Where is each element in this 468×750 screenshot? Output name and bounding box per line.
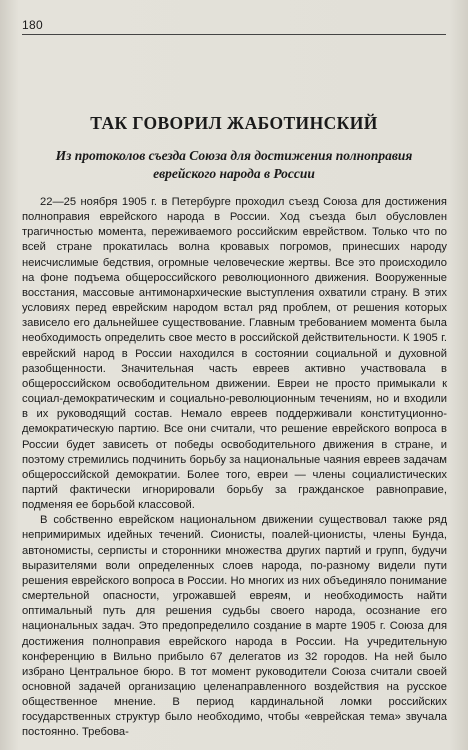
body-paragraph: В собственно еврейском национальном движении существовал также ряд непримиримых идейных течений. Сионисты, поалей-ционисты, члены Бунда, автономисты, серписты и сторонники множества других партий и групп, будучи выразителями воли определенных слоев народа, по-разному видели пути решения еврейского вопроса в России. Но многих из них объединяло понимание смертельной опасности, угрожавшей евреям, и необходимость найти оптимальный путь для решения судьбы своего народа, осознание его национальных задач. Это предопределило создание в марте 1905 г. Союза для достижения полноправия еврейского народа в России. На учредительную конференцию в Вильно прибыло 67 делегатов из 32 городов. На ней было избрано Центральное бюро. В тот момент руководители Союза считали своей основной задачей организацию целенаправленного воздействия на русское общественное мнение. В период кардинальной ломки российских государственных структур было необходимо, чтобы «еврейская тема» звучала постоянно. Требова-: [22, 514, 447, 739]
page-number: 180: [22, 18, 43, 32]
page-header: [22, 14, 446, 35]
article-subtitle: Из протоколов съезда Союза для достижения полноправия еврейского народа в России: [55, 148, 413, 181]
article-title: ТАК ГОВОРИЛ ЖАБОТИНСКИЙ: [90, 113, 378, 133]
body-paragraph: 22—25 ноября 1905 г. в Петербурге проходил съезд Союза для достижения полноправия еврейского народа в России. Ход съезда был обусловлен трагичностью момента, переживаемого российским еврейством. Только что по всей стране прокатилась волна кровавых погромов, принесших народу неисчислимые бедствия, огромные человеческие жертвы. Все это происходило на фоне подъема общероссийского революционного движения. Вооруженные восстания, массовые антимонархические выступления охватили страну. В этих условиях перед еврейским народом встал ряд проблем, от решения которых зависело его дальнейшее существование. Главным требованием момента была необходимость определить свое место в российской действительности. К 1905 г. еврейский народ в России находился в состоянии социальной и духовной разобщенности. Значительная часть евреев активно участвовала в общероссийском освободительном движении. Евреи не просто примыкали к социал-демократическим и социально-революционным течениям, но и входили в их руководящий состав. Немало евреев поддерживали конституционно-демократическую партию. Все они считали, что решение еврейского вопроса в России будет зависеть от победы освободительного движения в стране, и поэтому стремились подчинить борьбу за национальные чаяния евреев задачам общероссийской демократии. Более того, евреи — члены социалистических партий фактически игнорировали борьбу за гражданское равноправие, подменяя ее борьбой классовой.: [22, 196, 447, 512]
article-body: [22, 195, 447, 742]
